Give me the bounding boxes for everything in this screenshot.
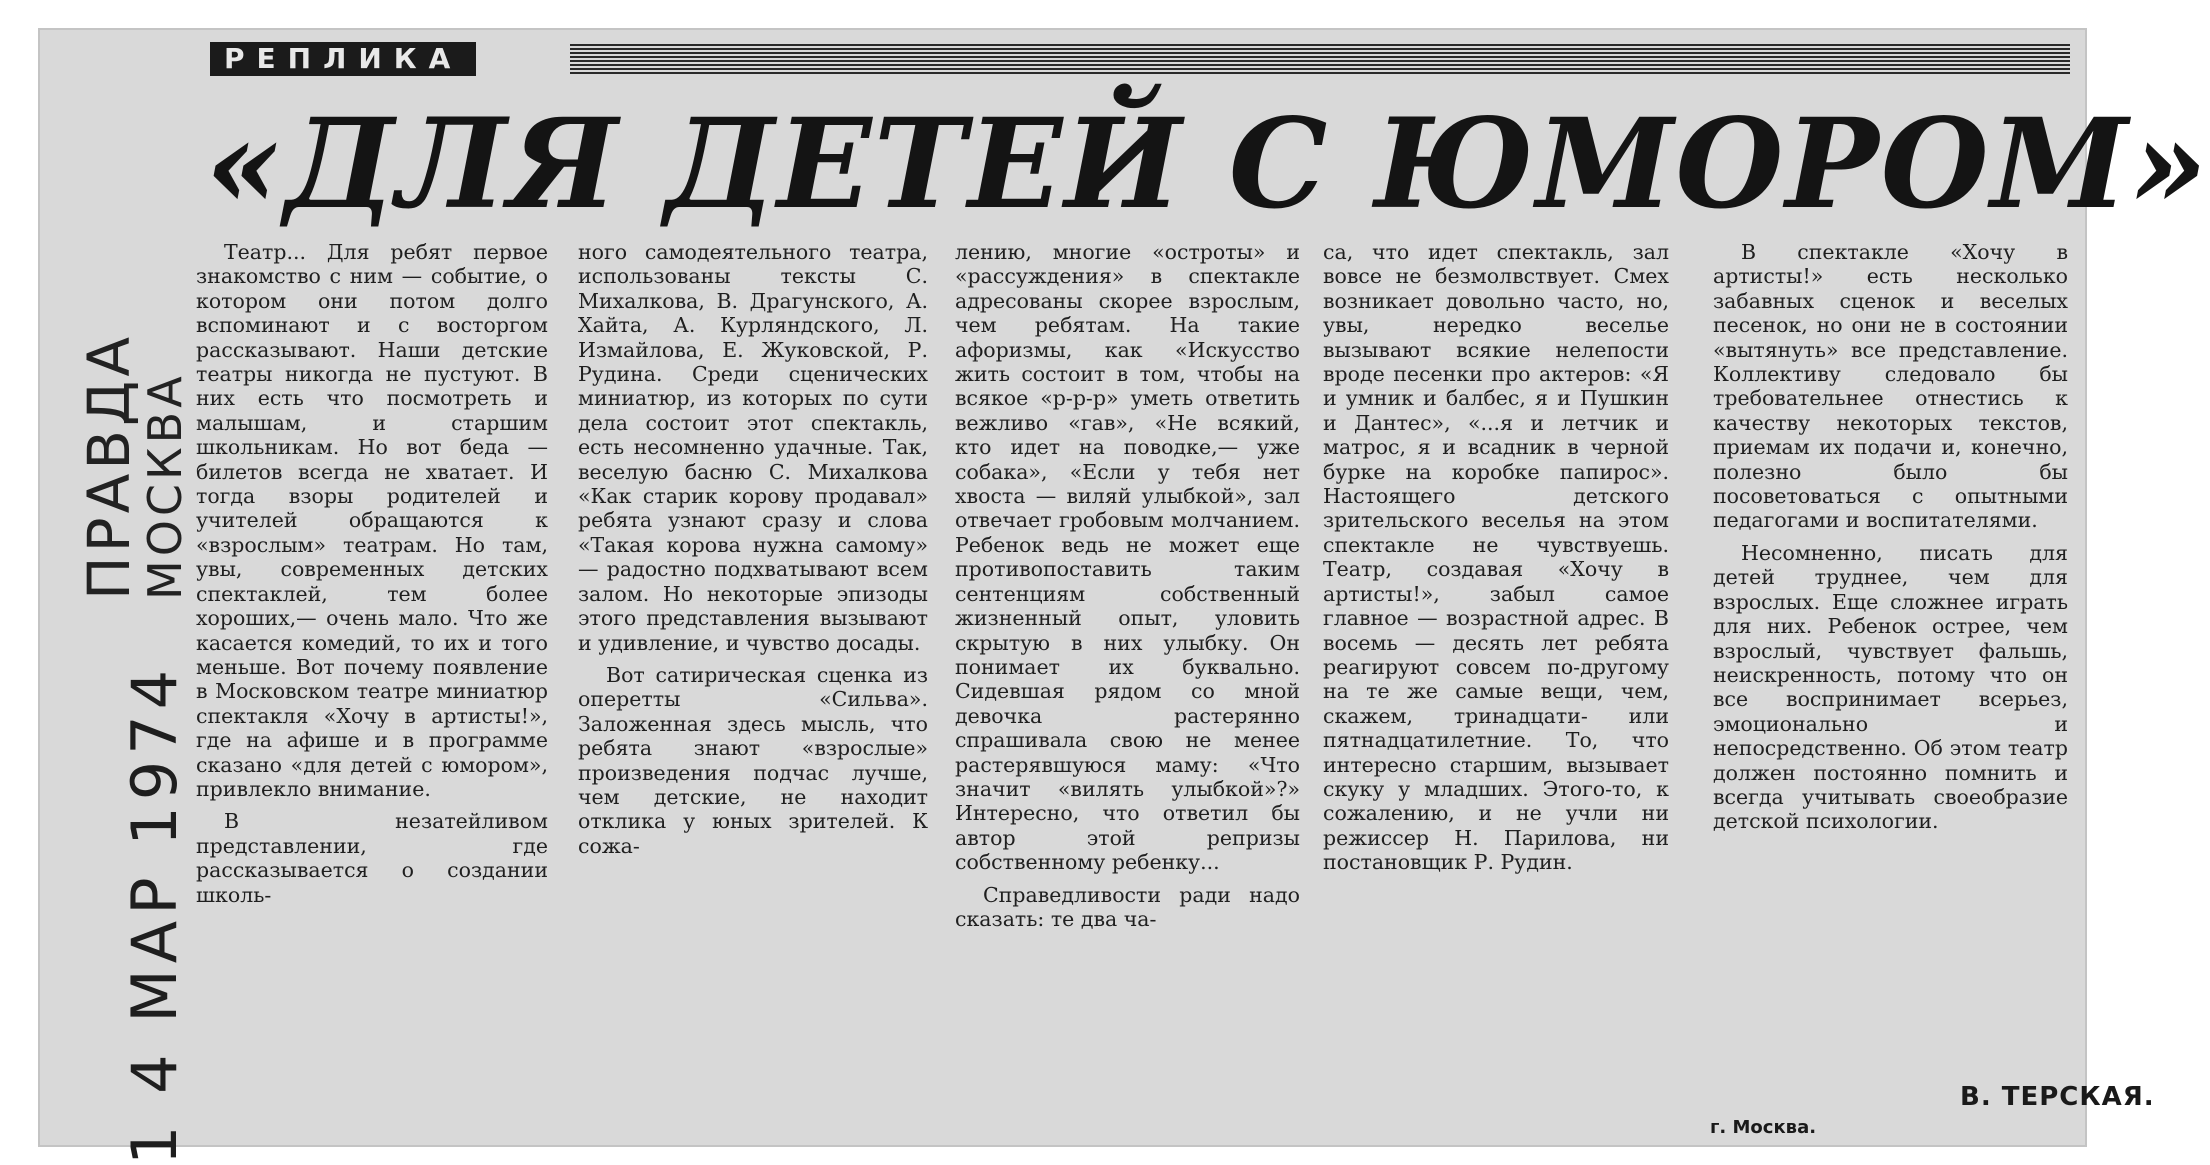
paragraph: Театр... Для ребят первое знакомство с ним — событие, о котором они потом долго вспоминают и с восторгом рассказывают. Наши детские театры никогда не пустуют. В них есть что посмотреть и малышам, и старшим школьникам. Но вот беда — билетов всегда не хватает. И тогда взоры родителей и учителей обращаются к «взрослым» театрам. Но там, увы, современных детских спектаклей, тем более хороших,— очень мало. Что же касается комедий, то их и того меньше. Вот почему появление в Московском театре миниатюр спектакля «Хочу в артисты!», где на афише и в программе сказано «для детей с юмором», привлекло внимание.: [196, 240, 548, 801]
article-column-3: [955, 240, 1300, 931]
paragraph: лению, многие «остроты» и «рассуждения» в спектакле адресованы скорее взрослым, чем ребятам. На такие афоризмы, как «Искусство жить состоит в том, чтобы на всякое «р-р-р» уметь ответить вежливо «гав», «Не всякий, кто идет на поводке,— уже собака», «Если у тебя нет хвоста — виляй улыбкой», зал отвечает гробовым молчанием. Ребенок ведь не может еще противопоставить таким сентенциям собственный жизненный опыт, уловить скрытую в них улыбку. Он понимает их буквально. Сидевшая рядом со мной девочка растерянно спрашивала свою не менее растерявшуюся маму: «Что значит «вилять улыбкой»?» Интересно, что ответил бы автор этой репризы собственному ребенку...: [955, 240, 1300, 875]
rubric-bar: [210, 40, 2070, 80]
rubric-label: РЕПЛИКА: [210, 42, 476, 76]
article-headline: «ДЛЯ ДЕТЕЙ С ЮМОРОМ»: [205, 92, 2210, 237]
paragraph: Вот сатирическая сценка из оперетты «Сильва». Заложенная здесь мысль, что ребята знают «взрослые» произведения подчас лучше, чем детские, не находит отклика у юных зрителей. К сожа-: [578, 662, 928, 858]
publication-stamp: [75, 332, 192, 600]
paragraph: В незатейливом представлении, где рассказывается о создании школь-: [196, 809, 548, 907]
paragraph: Несомненно, писать для детей труднее, чем для взрослых. Еще сложнее играть для них. Ребенок острее, чем взрослый, чувствует фальшь, неискренность, потому что он все воспринимает всерьез, эмоционально и непосредственно. Об этом театр должен постоянно помнить и всегда учитывать своеобразие детской психологии.: [1713, 540, 2068, 834]
author-signature: В. ТЕРСКАЯ.: [1960, 1082, 2155, 1112]
paragraph: Справедливости ради надо сказать: те два ча-: [955, 882, 1300, 931]
article-column-2: [578, 240, 928, 858]
archive-stamp: [58, 60, 208, 1165]
article-column-1: [196, 240, 548, 907]
publication-name: ПРАВДА: [75, 332, 143, 600]
author-city: г. Москва.: [1710, 1117, 1817, 1138]
paragraph: ного самодеятельного театра, использованы тексты С. Михалкова, В. Драгунского, А. Хайта, А. Курляндского, Л. Измайлова, Е. Жуковской, Р. Рудина. Среди сценических миниатюр, из которых по сути дела состоит этот спектакль, есть несомненно удачные. Так, веселую басню С. Михалкова «Как старик корову продавал» ребята узнают сразу и слова «Такая корова нужна самому» — радостно подхватывают всем залом. Но некоторые эпизоды этого представления вызывают и удивление, и чувство досады.: [578, 240, 928, 655]
article-column-5: [1713, 240, 2068, 834]
rubric-rule: [570, 44, 2070, 76]
paragraph: В спектакле «Хочу в артисты!» есть несколько забавных сценок и веселых песенок, но они не в состоянии «вытянуть» все представление. Коллективу следовало бы требовательнее отнестись к качеству некоторых текстов, приемам их подачи и, конечно, полезно было бы посоветоваться с опытными педагогами и воспитателями.: [1713, 240, 2068, 533]
date-stamp: 1 4 МАР 1974: [118, 663, 191, 1165]
article-column-4: [1323, 240, 1669, 875]
paragraph: са, что идет спектакль, зал вовсе не безмолвствует. Смех возникает довольно часто, но, увы, нередко веселье вызывают всякие нелепости вроде песенки про актеров: «Я и умник и балбес, я и Пушкин и Дантес», «...я и летчик и матрос, я и всадник в черной бурке на коробке папирос». Настоящего детского зрительского веселья на этом спектакле не чувствуешь. Театр, создавая «Хочу в артисты!», забыл самое главное — возрастной адрес. В восемь — десять лет ребята реагируют совсем по-другому на те же самые вещи, чем, скажем, тринадцати- или пятнадцатилетние. То, что интересно старшим, вызывает скуку у младших. Этого-то, к сожалению, и не учли ни режиссер Н. Парилова, ни постановщик Р. Рудин.: [1323, 240, 1669, 875]
publication-city: МОСКВА: [138, 372, 192, 600]
